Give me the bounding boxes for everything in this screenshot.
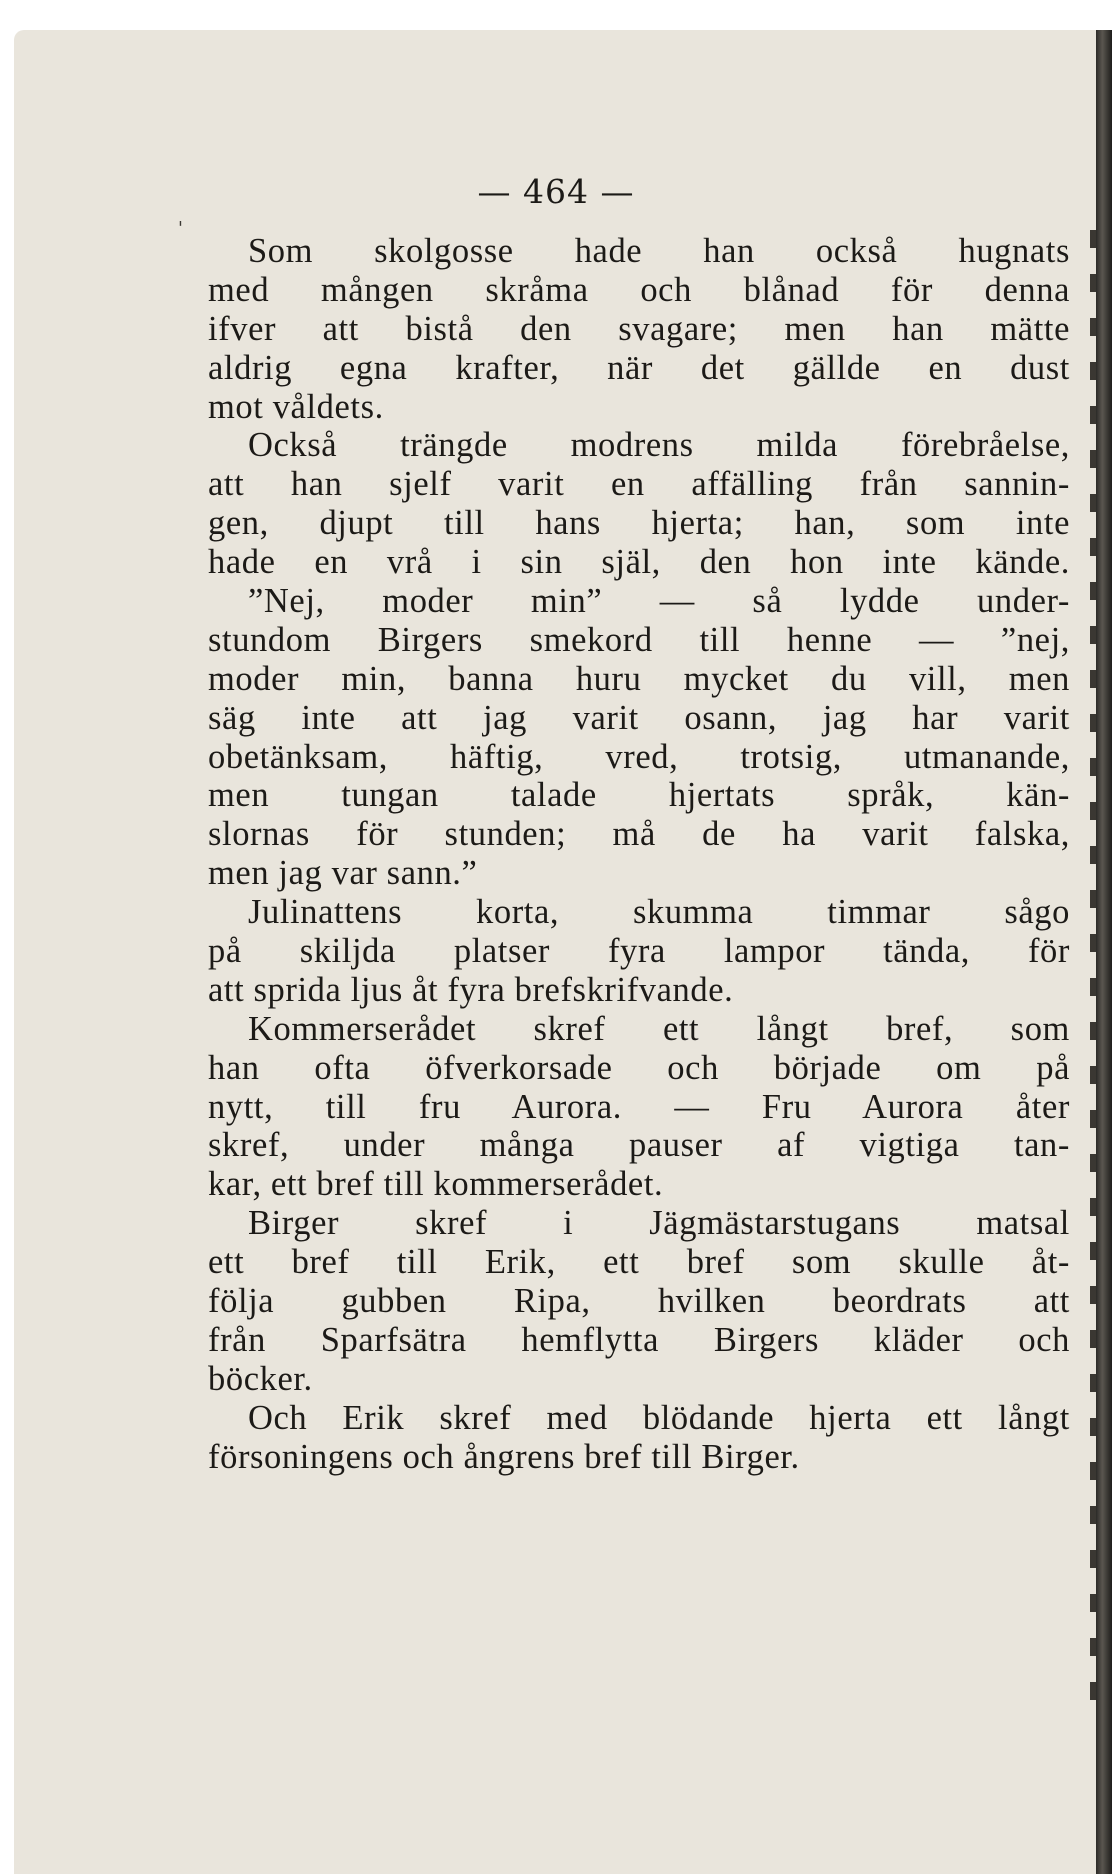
stray-mark: ' — [178, 218, 183, 239]
text-line: skref, under många pauser af vigtiga tan- — [208, 1126, 1070, 1165]
text-line: aldrig egna krafter, när det gällde en dust — [208, 348, 1070, 387]
text-line: ”Nej, moder min” — så lydde under- — [248, 582, 1070, 621]
text-line: moder min, banna huru mycket du vill, men — [208, 659, 1070, 698]
page-number: — 464 — — [477, 172, 635, 211]
text-line: men tungan talade hjertats språk, kän- — [208, 776, 1070, 815]
text-line: stundom Birgers smekord till henne — ”nej, — [208, 620, 1070, 659]
text-line: Också trängde modrens milda förebråelse, — [248, 426, 1070, 465]
text-line: ett bref till Erik, ett bref som skulle åt- — [208, 1243, 1070, 1282]
text-line: från Sparfsätra hemflytta Birgers kläder och — [208, 1320, 1070, 1359]
text-line: nytt, till fru Aurora. — Fru Aurora åter — [208, 1087, 1070, 1126]
text-line: men jag var sann.” — [208, 854, 478, 893]
facing-page-bleed — [1090, 230, 1100, 1750]
text-line: försoningens och ångrens bref till Birger. — [208, 1437, 800, 1476]
text-line: gen, djupt till hans hjerta; han, som inte — [208, 504, 1070, 543]
text-line: Som skolgosse hade han också hugnats — [248, 232, 1070, 270]
text-line: ifver att bistå den svagare; men han mätte — [208, 309, 1070, 348]
text-line: obetänksam, häftig, vred, trotsig, utmanande, — [208, 737, 1070, 776]
text-line: att han sjelf varit en affälling från sannin- — [208, 465, 1070, 504]
text-line: på skiljda platser fyra lampor tända, för — [208, 932, 1070, 971]
text-line: han ofta öfverkorsade och började om på — [208, 1048, 1070, 1087]
text-line: Kommerserådet skref ett långt bref, som — [248, 1009, 1070, 1048]
text-line: Birger skref i Jägmästarstugans matsal — [248, 1204, 1070, 1243]
text-line: Och Erik skref med blödande hjerta ett långt — [248, 1398, 1070, 1437]
text-line: böcker. — [208, 1359, 313, 1398]
text-line: slornas för stunden; må de ha varit falska, — [208, 815, 1070, 854]
text-line: Julinattens korta, skumma timmar sågo — [248, 893, 1070, 932]
text-line: hade en vrå i sin själ, den hon inte kände. — [208, 543, 1070, 582]
text-line: kar, ett bref till kommerserådet. — [208, 1165, 664, 1204]
text-line: mot våldets. — [208, 387, 384, 426]
body-text — [208, 232, 1070, 1477]
text-line: säg inte att jag varit osann, jag har varit — [208, 698, 1070, 737]
text-line: att sprida ljus åt fyra brefskrifvande. — [208, 970, 734, 1009]
text-line: med mången skråma och blånad för denna — [208, 270, 1070, 309]
text-line: följa gubben Ripa, hvilken beordrats att — [208, 1282, 1070, 1321]
